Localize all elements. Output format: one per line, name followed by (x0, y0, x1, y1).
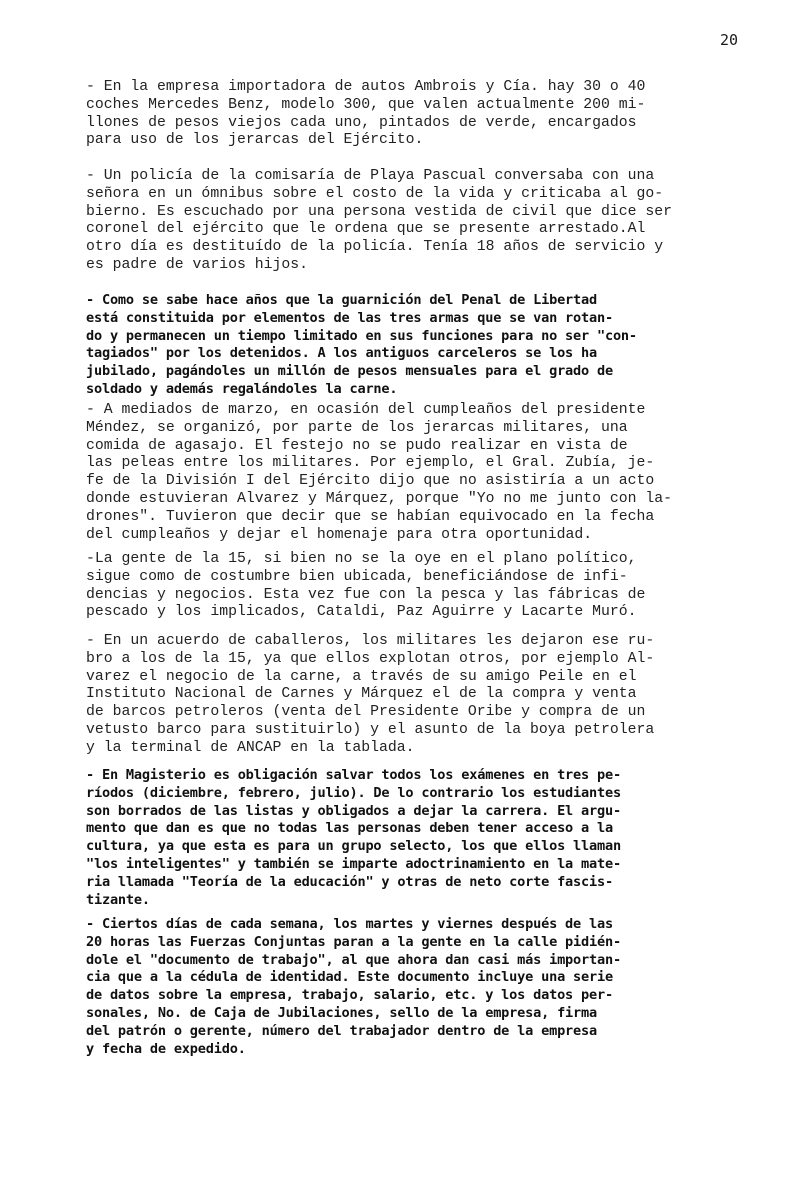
paragraph-la-15-fishing: -La gente de la 15, si bien no se la oye en el plano político, sigue como de costumbre bien ubicada, beneficiándose de infi- dencias y negocios. Esta vez fue con la pesca y las fábricas de pescado y los implicados, Cataldi, Paz Aguirre y Lacarte Muró. (86, 551, 646, 621)
page-number: 20 (720, 31, 739, 49)
paragraph-magisterio: - En Magisterio es obligación salvar todos los exámenes en tres pe- ríodos (diciembre, febrero, julio). De lo contrario los estudiantes son borrados de las listas y obligados a dejar la carrera. El argu- mento que dan es que no todas las personas deben tener acceso a la cultura, ya que esta es para un grupo selecto, los que ellos llaman "los inteligentes" y también se imparte adoctrinamiento en la mate- ria llamada "Teoría de la educación" y otras de neto corte fascis- tizante. (86, 767, 621, 908)
paragraph-mendez-birthday: - A mediados de marzo, en ocasión del cumpleaños del presidente Méndez, se organizó, por parte de los jerarcas militares, una comida de agasajo. El festejo no se pudo realizar en vista de las peleas entre los militares. Por ejemplo, el Gral. Zubía, je- fe de la División I del Ejército dijo que no asistiría a un acto donde estuvieran Alvarez y Márquez, porque "Yo no me junto con la- drones". Tuvieron que decir que se habían equivocado en la fecha del cumpleaños y dejar el homenaje para otra oportunidad. (86, 402, 673, 543)
paragraph-gentlemens-agreement: - En un acuerdo de caballeros, los militares les dejaron ese ru- bro a los de la 15, ya que ellos explotan otros, por ejemplo Al- varez el negocio de la carne, a través de su amigo Peile en el Instituto Nacional de Carnes y Márquez el de la compra y venta de barcos petroleros (venta del Presidente Oribe y compra de un vetusto barco para sustituirlo) y el asunto de la boya petrolera y la terminal de ANCAP en la tablada. (86, 633, 655, 756)
paragraph-police-officer: - Un policía de la comisaría de Playa Pascual conversaba con una señora en un ómnibus sobre el costo de la vida y criticaba al go- bierno. Es escuchado por una persona vestida de civil que dice ser coronel del ejército que le ordena que se presente arrestado.Al otro día es destituído de la policía. Tenía 18 años de servicio y es padre de varios hijos. (86, 168, 673, 273)
paragraph-work-document: - Ciertos días de cada semana, los martes y viernes después de las 20 horas las Fuerzas Conjuntas paran a la gente en la calle pidién- dole el "documento de trabajo", al que ahora dan casi más importan- cia que a la cédula de identidad. Este documento incluye una serie de datos sobre la empresa, trabajo, salario, etc. y los datos per- sonales, No. de Caja de Jubilaciones, sello de la empresa, firma del patrón o gerente, número del trabajador dentro de la empresa y fecha de expedido. (86, 916, 621, 1057)
paragraph-ambrois-mercedes: - En la empresa importadora de autos Ambrois y Cía. hay 30 o 40 coches Mercedes Benz, modelo 300, que valen actualmente 200 mi- llones de pesos viejos cada uno, pintados de verde, encargados para uso de los jerarcas del Ejército. (86, 79, 646, 149)
paragraph-penal-libertad: - Como se sabe hace años que la guarnición del Penal de Libertad está constituida por elementos de las tres armas que se van rotan- do y permanecen un tiempo limitado en sus funciones para no ser "con- tagiados" por los detenidos. A los antiguos carceleros se los ha jubilado, pagándoles un millón de pesos mensuales para el grado de soldado y además regalándoles la carne. (86, 292, 637, 397)
